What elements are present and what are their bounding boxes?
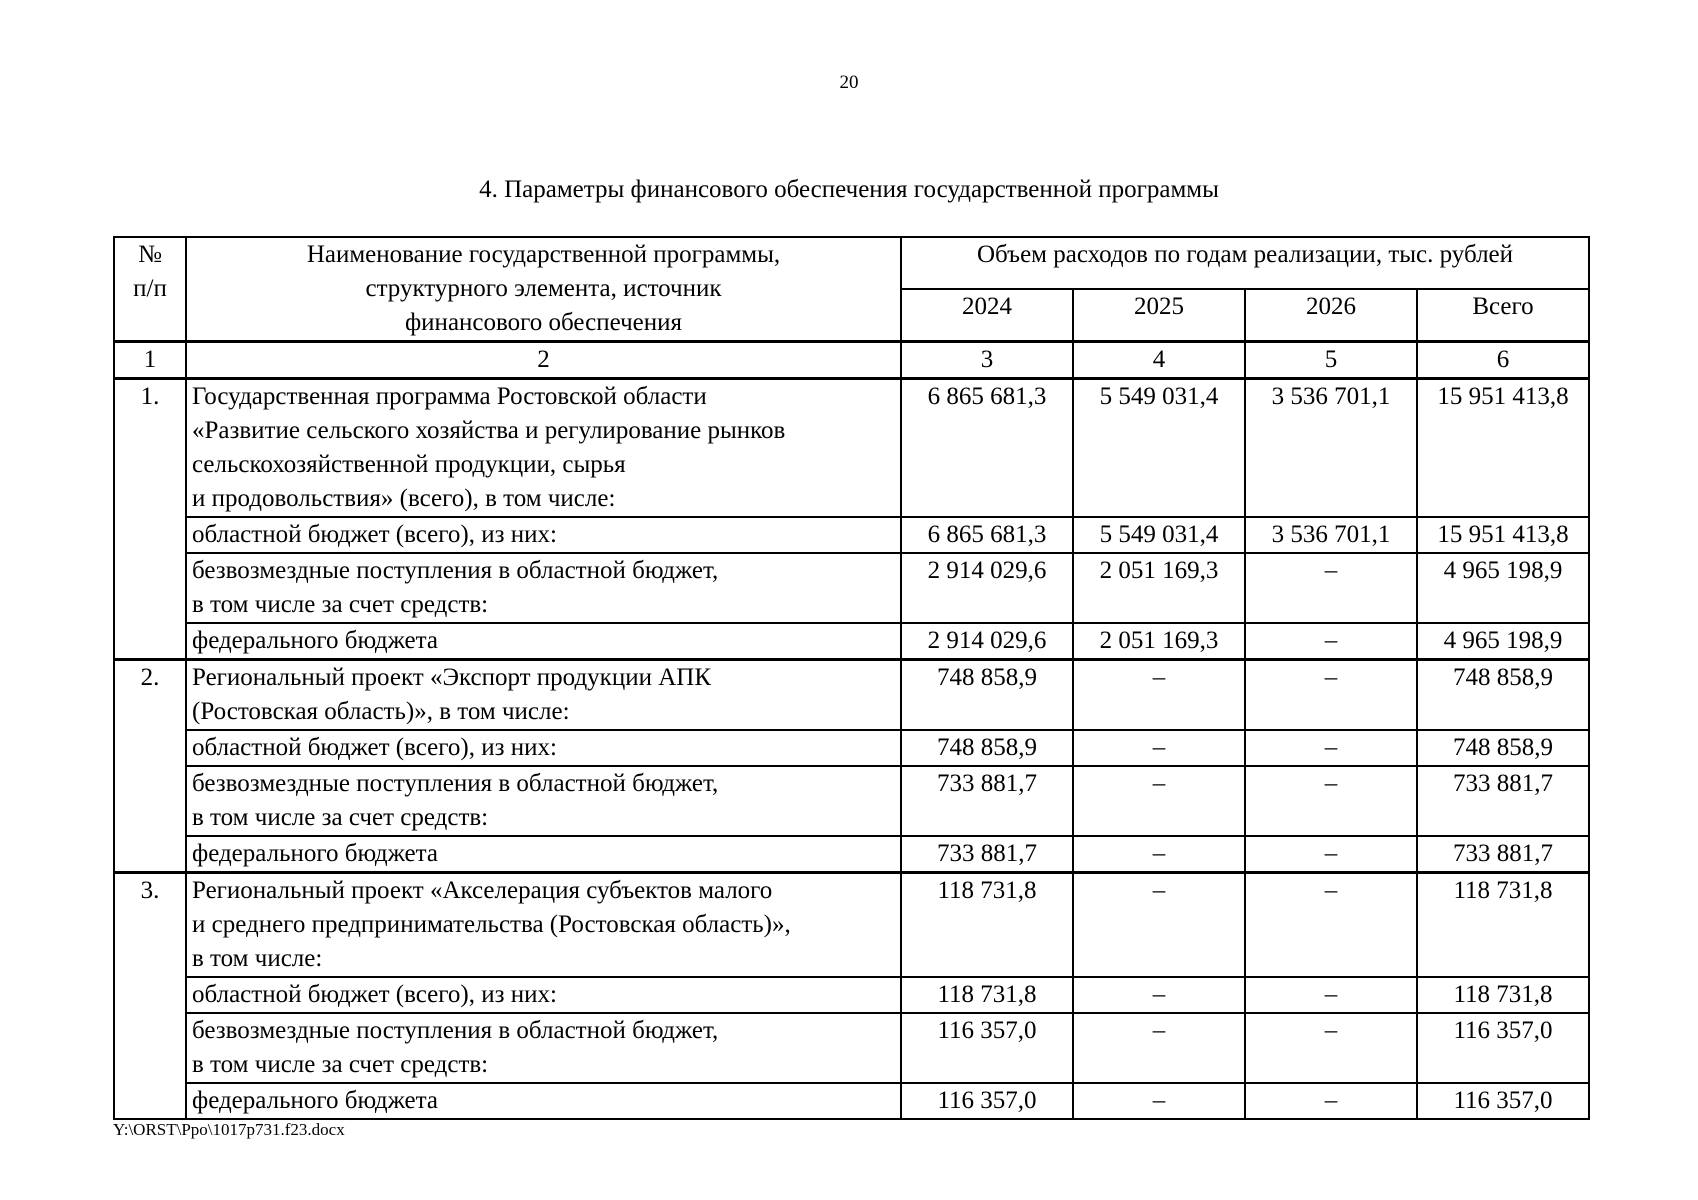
row-year-value: – [1245, 977, 1417, 1013]
row-year-value: 2 051 169,3 [1073, 553, 1245, 623]
row-name [186, 730, 901, 766]
header-volume: Объем расходов по годам реализации, тыс. рублей [901, 237, 1589, 289]
header-name [186, 237, 901, 342]
header-num-line: п/п [133, 275, 167, 302]
row-year-value: – [1245, 553, 1417, 623]
row-name [186, 836, 901, 873]
header-num [114, 237, 186, 342]
row-name-line: и продовольствия» (всего), в том числе: [192, 485, 616, 512]
header-num-line: № [138, 241, 162, 268]
row-number: 2. [114, 660, 186, 873]
table-row [114, 660, 1589, 731]
row-year-value: – [1073, 730, 1245, 766]
row-year-value: – [1245, 766, 1417, 836]
row-year-value: 748 858,9 [901, 660, 1073, 731]
row-number: 1. [114, 379, 186, 660]
row-total-value: 118 731,8 [1417, 873, 1589, 978]
row-name-line: федерального бюджета [192, 627, 438, 654]
row-total-value: 118 731,8 [1417, 977, 1589, 1013]
row-name-line: Региональный проект «Акселерация субъектов малого [192, 877, 773, 904]
header-name-line: структурного элемента, источник [365, 275, 722, 302]
row-year-value: 6 865 681,3 [901, 517, 1073, 553]
row-total-value: 733 881,7 [1417, 766, 1589, 836]
table-row [114, 1013, 1589, 1083]
table-row [114, 517, 1589, 553]
row-year-value: – [1073, 766, 1245, 836]
table-row [114, 553, 1589, 623]
row-name-line: федерального бюджета [192, 1087, 438, 1114]
section-title: 4. Параметры финансового обеспечения государственной программы [479, 176, 1219, 203]
row-year-value: – [1245, 1013, 1417, 1083]
row-year-value: 3 536 701,1 [1245, 379, 1417, 518]
row-total-value: 15 951 413,8 [1417, 517, 1589, 553]
row-name-line: областной бюджет (всего), из них: [192, 734, 557, 761]
row-name-line: федерального бюджета [192, 840, 438, 867]
column-index: 2 [186, 342, 901, 379]
row-year-value: 5 549 031,4 [1073, 517, 1245, 553]
column-index: 6 [1417, 342, 1589, 379]
table-row [114, 623, 1589, 660]
row-total-value: 116 357,0 [1417, 1083, 1589, 1119]
row-year-value: 2 914 029,6 [901, 623, 1073, 660]
row-year-value: 733 881,7 [901, 836, 1073, 873]
row-name [186, 977, 901, 1013]
row-year-value: 118 731,8 [901, 873, 1073, 978]
row-name-line: в том числе за счет средств: [192, 591, 489, 618]
row-name-line: Региональный проект «Экспорт продукции АПК [192, 664, 711, 691]
table-row [114, 766, 1589, 836]
row-year-value: – [1245, 660, 1417, 731]
row-name-line: безвозмездные поступления в областной бюджет, [192, 770, 719, 797]
row-name [186, 660, 901, 731]
column-index: 1 [114, 342, 186, 379]
header-name-line: финансового обеспечения [404, 309, 683, 336]
header-name-line: Наименование государственной программы, [306, 241, 781, 268]
row-number: 3. [114, 873, 186, 1120]
row-name-line: (Ростовская область)», в том числе: [192, 698, 570, 725]
row-year-value: 5 549 031,4 [1073, 379, 1245, 518]
table-row [114, 977, 1589, 1013]
row-year-value: 733 881,7 [901, 766, 1073, 836]
header-year: 2026 [1245, 289, 1417, 342]
row-name-line: в том числе за счет средств: [192, 1051, 489, 1078]
row-name-line: «Развитие сельского хозяйства и регулирование рынков [192, 417, 786, 444]
row-year-value: – [1073, 873, 1245, 978]
row-name [186, 1083, 901, 1119]
row-name-line: безвозмездные поступления в областной бюджет, [192, 557, 719, 584]
row-name [186, 1013, 901, 1083]
row-year-value: 116 357,0 [901, 1013, 1073, 1083]
row-year-value: 3 536 701,1 [1245, 517, 1417, 553]
row-total-value: 733 881,7 [1417, 836, 1589, 873]
column-index-row [114, 342, 1589, 379]
row-year-value: 2 051 169,3 [1073, 623, 1245, 660]
row-year-value: – [1073, 1083, 1245, 1119]
row-year-value: – [1245, 836, 1417, 873]
row-total-value: 4 965 198,9 [1417, 623, 1589, 660]
row-total-value: 116 357,0 [1417, 1013, 1589, 1083]
row-name [186, 379, 901, 518]
column-index: 4 [1073, 342, 1245, 379]
row-year-value: – [1073, 660, 1245, 731]
row-name [186, 766, 901, 836]
header-year: 2025 [1073, 289, 1245, 342]
file-path: Y:\ORST\Ppo\1017p731.f23.docx [113, 1120, 345, 1139]
row-year-value: – [1073, 836, 1245, 873]
row-year-value: 748 858,9 [901, 730, 1073, 766]
row-year-value: 2 914 029,6 [901, 553, 1073, 623]
row-year-value: 118 731,8 [901, 977, 1073, 1013]
row-total-value: 748 858,9 [1417, 730, 1589, 766]
table-row [114, 1083, 1589, 1119]
row-year-value: – [1073, 1013, 1245, 1083]
header-total: Всего [1417, 289, 1589, 342]
column-index: 5 [1245, 342, 1417, 379]
row-name-line: безвозмездные поступления в областной бюджет, [192, 1017, 719, 1044]
row-total-value: 748 858,9 [1417, 660, 1589, 731]
row-name-line: областной бюджет (всего), из них: [192, 981, 557, 1008]
row-name [186, 553, 901, 623]
financing-table [113, 236, 1590, 1120]
column-index: 3 [901, 342, 1073, 379]
row-name [186, 873, 901, 978]
row-year-value: 116 357,0 [901, 1083, 1073, 1119]
row-year-value: – [1245, 873, 1417, 978]
row-name-line: областной бюджет (всего), из них: [192, 521, 557, 548]
header-row-top [114, 237, 1589, 289]
header-year: 2024 [901, 289, 1073, 342]
row-year-value: 6 865 681,3 [901, 379, 1073, 518]
row-name-line: сельскохозяйственной продукции, сырья [192, 451, 626, 478]
table-row [114, 836, 1589, 873]
row-name-line: в том числе: [192, 945, 323, 972]
row-year-value: – [1245, 730, 1417, 766]
row-year-value: – [1073, 977, 1245, 1013]
row-total-value: 4 965 198,9 [1417, 553, 1589, 623]
row-year-value: – [1245, 623, 1417, 660]
row-year-value: – [1245, 1083, 1417, 1119]
page-number: 20 [839, 72, 859, 93]
table-row [114, 730, 1589, 766]
row-name-line: Государственная программа Ростовской области [192, 383, 707, 410]
row-name [186, 517, 901, 553]
table-row [114, 873, 1589, 978]
row-name [186, 623, 901, 660]
row-name-line: в том числе за счет средств: [192, 804, 489, 831]
row-name-line: и среднего предпринимательства (Ростовская область)», [192, 911, 791, 938]
table-row [114, 379, 1589, 518]
row-total-value: 15 951 413,8 [1417, 379, 1589, 518]
